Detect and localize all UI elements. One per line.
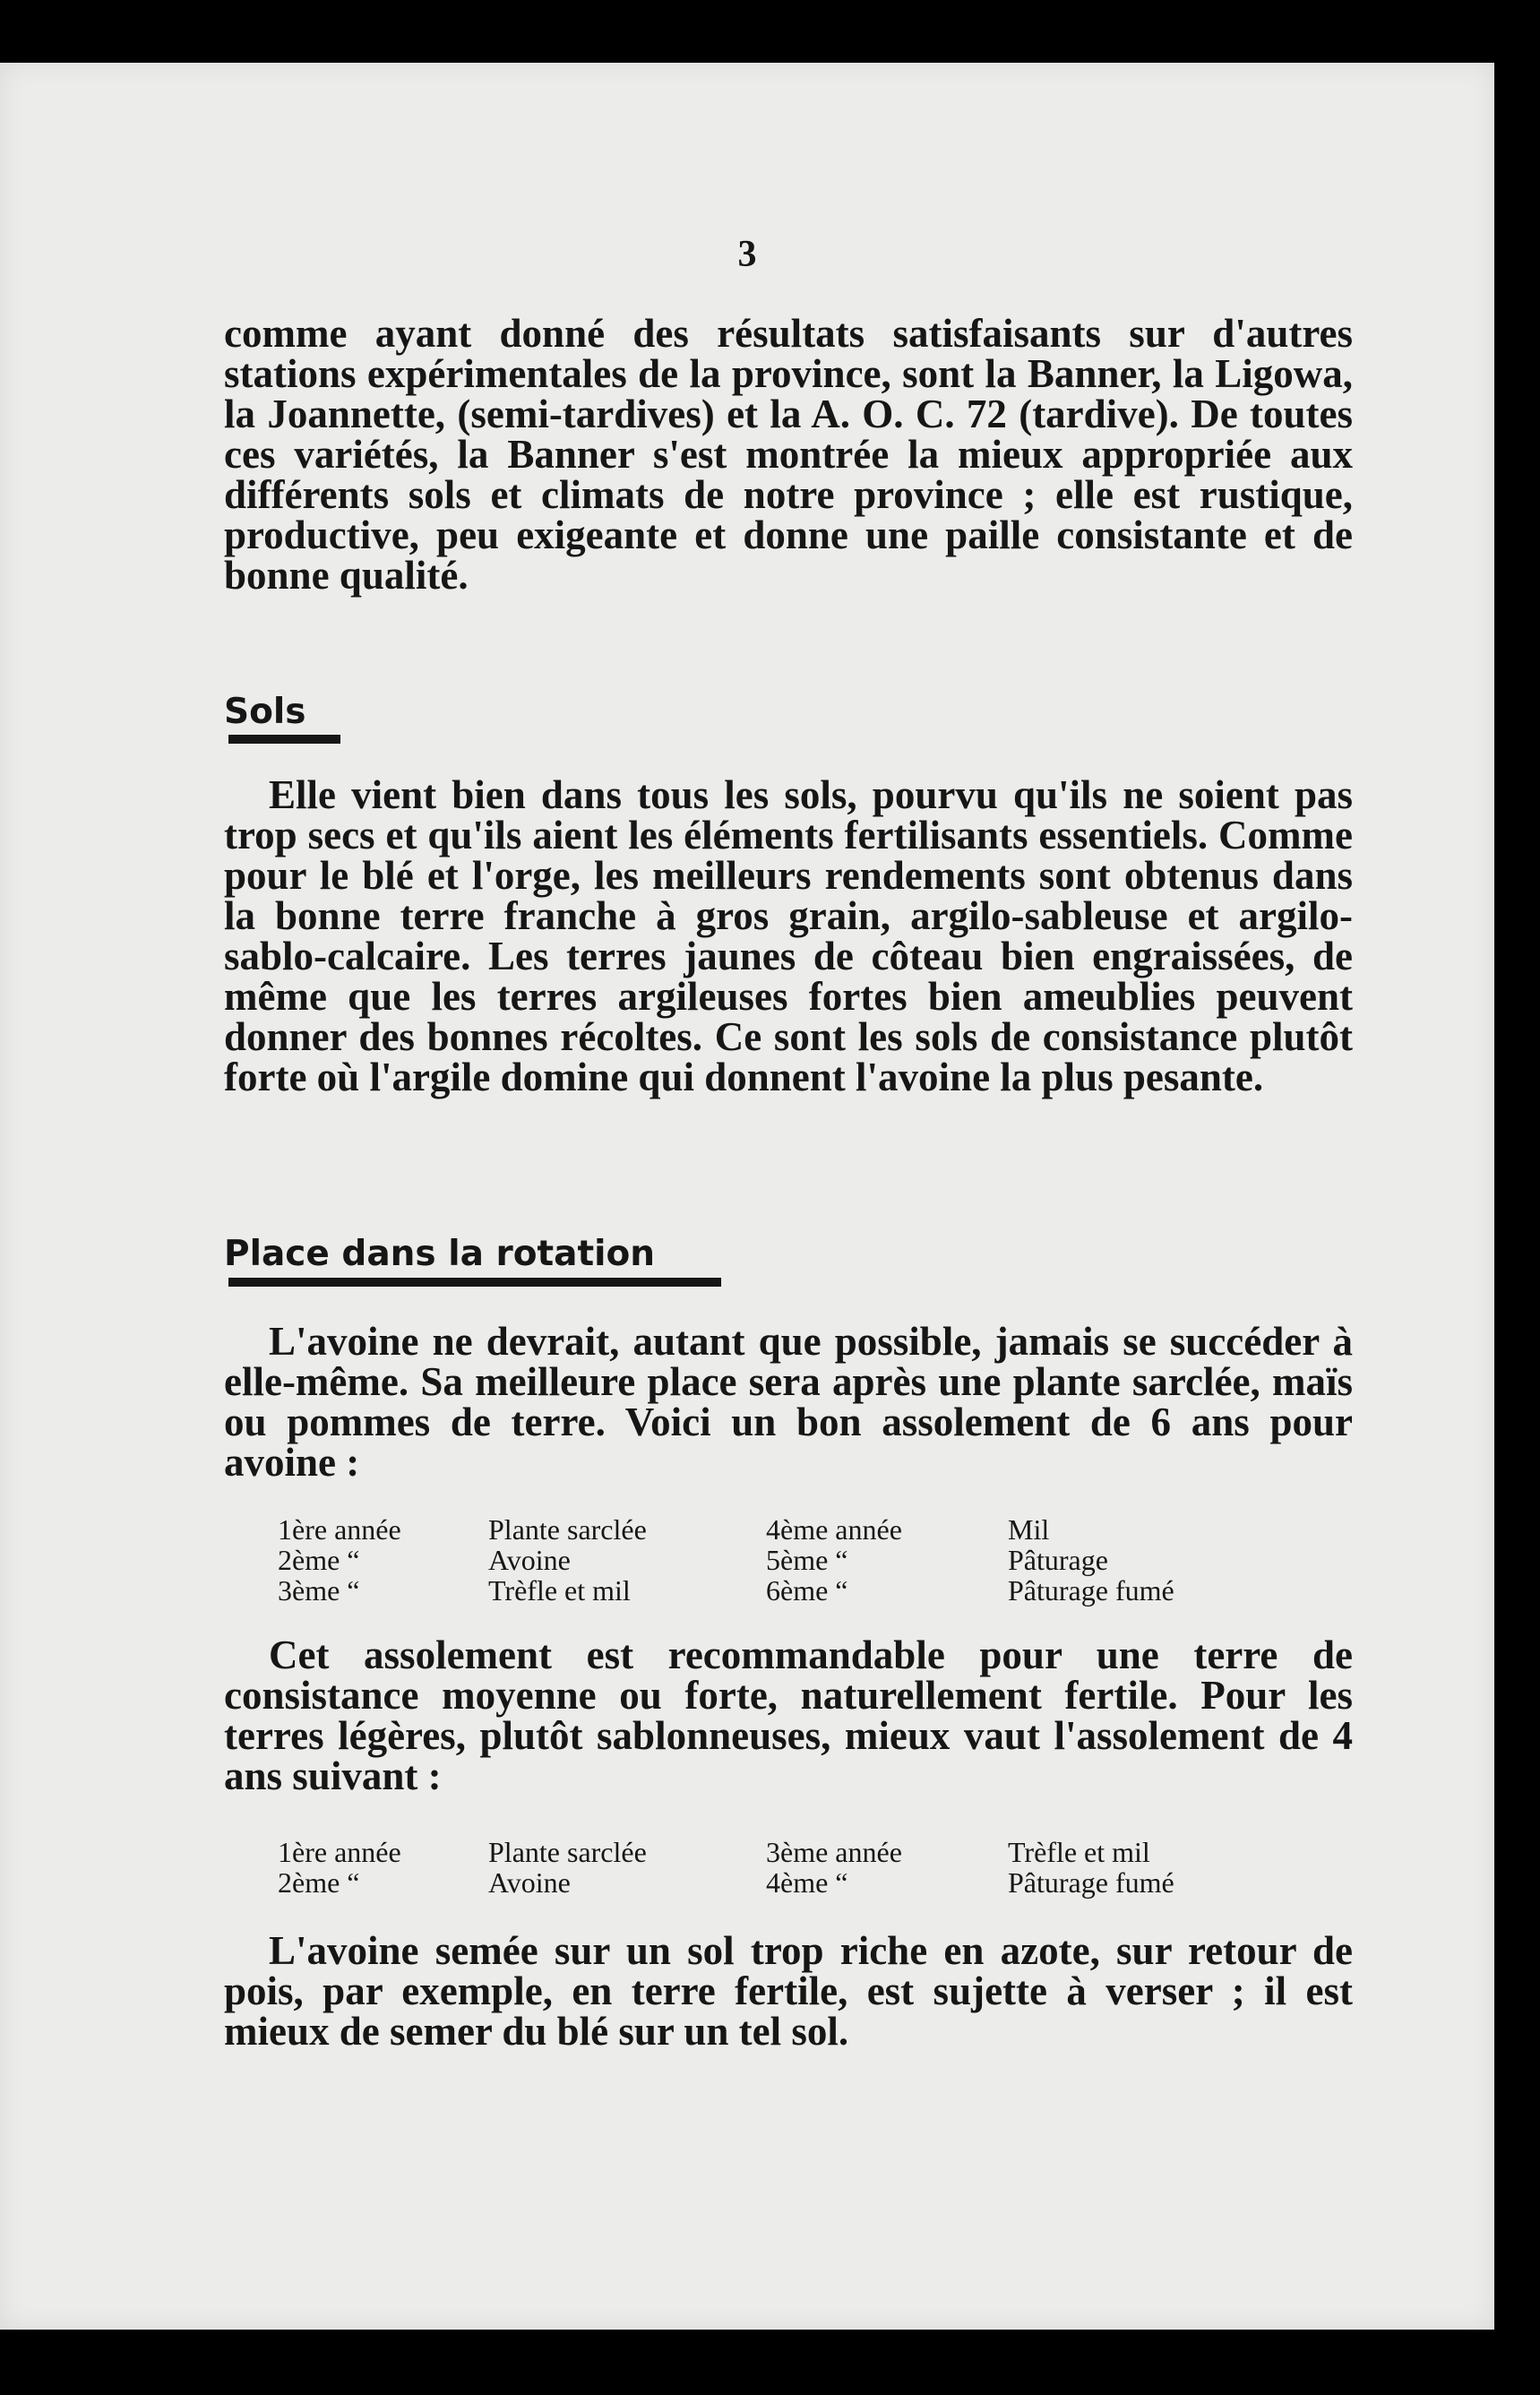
table-cell: Pâturage bbox=[1008, 1544, 1108, 1576]
heading-underline bbox=[228, 1278, 721, 1287]
table-cell: Plante sarclée bbox=[488, 1513, 647, 1546]
section-heading-rotation: Place dans la rotation bbox=[224, 1234, 656, 1274]
table-cell: Plante sarclée bbox=[488, 1836, 647, 1868]
table-cell: Avoine bbox=[488, 1866, 571, 1899]
rotation-paragraph-1: L'avoine ne devrait, autant que possible, jamais se succéder à elle-même. Sa meilleure place sera après une plante sarclée, maïs ou pommes de terre. Voici un bon assolement de 6 ans pour avoine : bbox=[224, 1319, 1353, 1485]
table-cell: Pâturage fumé bbox=[1008, 1866, 1174, 1899]
intro-paragraph: comme ayant donné des résultats satisfaisants sur d'autres stations expérimentales de la province, sont la Banner, la Ligowa, la Joannette, (semi-tardives) et la A. O. C. 72 (tardive). De toutes ces variétés, la Banner s'est montrée la mieux appropriée aux différents sols et climats de notre province ; elle est rustique, productive, peu exigeante et donne une paille consistante et de bonne qualité. bbox=[224, 311, 1353, 598]
document-page bbox=[0, 63, 1494, 2330]
table-cell: 4ème “ bbox=[766, 1866, 848, 1899]
table-cell: 5ème “ bbox=[766, 1544, 848, 1576]
table-cell: 1ère année bbox=[278, 1836, 401, 1868]
table-row bbox=[278, 1837, 1263, 1867]
rotation-table-6-years bbox=[278, 1514, 1263, 1606]
table-cell: Avoine bbox=[488, 1544, 571, 1576]
table-cell: 6ème “ bbox=[766, 1574, 848, 1607]
page-number: 3 bbox=[737, 234, 757, 275]
sols-paragraph: Elle vient bien dans tous les sols, pourvu qu'ils ne soient pas trop secs et qu'ils aient les éléments fertilisants essentiels. Comme pour le blé et l'orge, les meilleurs rendements sont obtenus dans la bonne terre franche à gros grain, argilo-sableuse et argilo-sablo-calcaire. Les terres jaunes de côteau bien engraissées, de même que les terres argileuses fortes bien ameublies peuvent donner des bonnes récoltes. Ce sont les sols de consistance plutôt forte où l'argile domine qui donnent l'avoine la plus pesante. bbox=[224, 772, 1353, 1099]
table-row bbox=[278, 1575, 1263, 1606]
table-cell: Mil bbox=[1008, 1513, 1050, 1546]
table-cell: Trèfle et mil bbox=[1008, 1836, 1150, 1868]
rotation-paragraph-3: L'avoine semée sur un sol trop riche en azote, sur retour de pois, par exemple, en terre fertile, est sujette à verser ; il est mieux de semer du blé sur un tel sol. bbox=[224, 1928, 1353, 2054]
table-row bbox=[278, 1514, 1263, 1545]
table-cell: Trèfle et mil bbox=[488, 1574, 631, 1607]
table-cell: 2ème “ bbox=[278, 1544, 360, 1576]
table-row bbox=[278, 1545, 1263, 1575]
table-row bbox=[278, 1867, 1263, 1898]
table-cell: 3ème année bbox=[766, 1836, 902, 1868]
section-heading-sols: Sols bbox=[224, 692, 306, 732]
table-cell: 3ème “ bbox=[278, 1574, 360, 1607]
rotation-paragraph-2: Cet assolement est recommandable pour une terre de consistance moyenne ou forte, naturellement fertile. Pour les terres légères, plutôt sablonneuses, mieux vaut l'assolement de 4 ans suivant : bbox=[224, 1633, 1353, 1798]
heading-underline bbox=[228, 735, 340, 744]
table-cell: 1ère année bbox=[278, 1513, 401, 1546]
rotation-table-4-years bbox=[278, 1837, 1263, 1898]
table-cell: Pâturage fumé bbox=[1008, 1574, 1174, 1607]
table-cell: 4ème année bbox=[766, 1513, 902, 1546]
table-cell: 2ème “ bbox=[278, 1866, 360, 1899]
